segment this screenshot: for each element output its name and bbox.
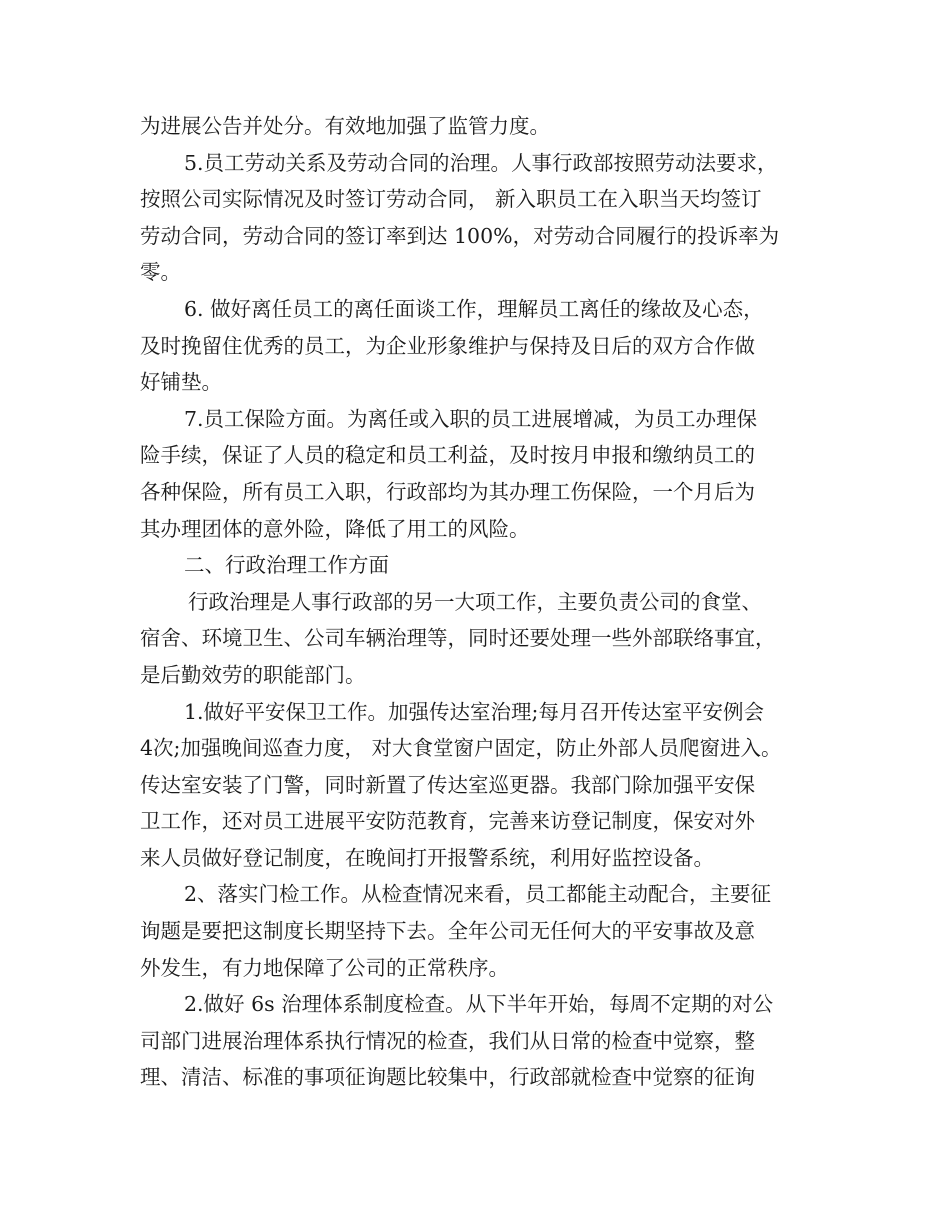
text-line: 劳动合同，劳动合同的签订率到达 100%，对劳动合同履行的投诉率为 <box>140 223 780 248</box>
text-line: 4次;加强晚间巡查力度， 对大食堂窗户固定，防止外部人员爬窗进入。 <box>140 736 782 761</box>
text-line: 来人员做好登记制度，在晚间打开报警系统，利用好监控设备。 <box>140 845 714 870</box>
text-line: 6. 做好离任员工的离任面谈工作，理解员工离任的缘故及心态， <box>184 296 764 321</box>
text-line: 理、清洁、标准的事项征询题比较集中，行政部就检查中觉察的征询 <box>140 1065 755 1090</box>
text-line: 宿舍、环境卫生、公司车辆治理等，同时还要处理一些外部联络事宜， <box>140 626 776 651</box>
text-line: 好铺垫。 <box>140 370 222 395</box>
text-line: 5.员工劳动关系及劳动合同的治理。人事行政部按照劳动法要求， <box>184 150 778 175</box>
text-line: 司部门进展治理体系执行情况的检查，我们从日常的检查中觉察，整 <box>140 1028 755 1053</box>
text-line: 外发生，有力地保障了公司的正常秩序。 <box>140 955 509 980</box>
text-line: 为进展公告并处分。有效地加强了监管力度。 <box>140 114 550 138</box>
text-line: 险手续，保证了人员的稳定和员工利益，及时按月申报和缴纳员工的 <box>140 443 755 468</box>
text-line: 询题是要把这制度长期坚持下去。全年公司无任何大的平安事故及意 <box>140 919 755 944</box>
text-line: 及时挽留住优秀的员工，为企业形象维护与保持及日后的双方合作做 <box>140 333 755 358</box>
text-line: 传达室安装了门警，同时新置了传达室巡更器。我部门除加强平安保 <box>140 772 755 797</box>
text-line: 零。 <box>140 260 181 285</box>
text-line: 各种保险，所有员工入职，行政部均为其办理工伤保险，一个月后为 <box>140 479 755 504</box>
text-line: 7.员工保险方面。为离任或入职的员工进展增减，为员工办理保 <box>184 406 758 431</box>
text-line: 按照公司实际情况及时签订劳动合同， 新入职员工在入职当天均签订 <box>140 187 762 212</box>
document-body <box>140 108 830 1096</box>
text-line: 行政治理是人事行政部的另一大项工作，主要负责公司的食堂、 <box>188 589 762 614</box>
text-line: 其办理团体的意外险，降低了用工的风险。 <box>140 516 530 541</box>
text-line: 是后勤效劳的职能部门。 <box>140 662 366 687</box>
text-line: 卫工作，还对员工进展平安防范教育，完善来访登记制度，保安对外 <box>140 809 755 834</box>
text-line: 2、落实门检工作。从检查情况来看，员工都能主动配合，主要征 <box>184 882 772 907</box>
section-heading: 二、行政治理工作方面 <box>184 553 389 578</box>
text-line: 2.做好 6s 治理体系制度检查。从下半年开始，每周不定期的对公 <box>184 992 774 1017</box>
text-line: 1.做好平安保卫工作。加强传达室治理;每月召开传达室平安例会 <box>184 699 764 724</box>
